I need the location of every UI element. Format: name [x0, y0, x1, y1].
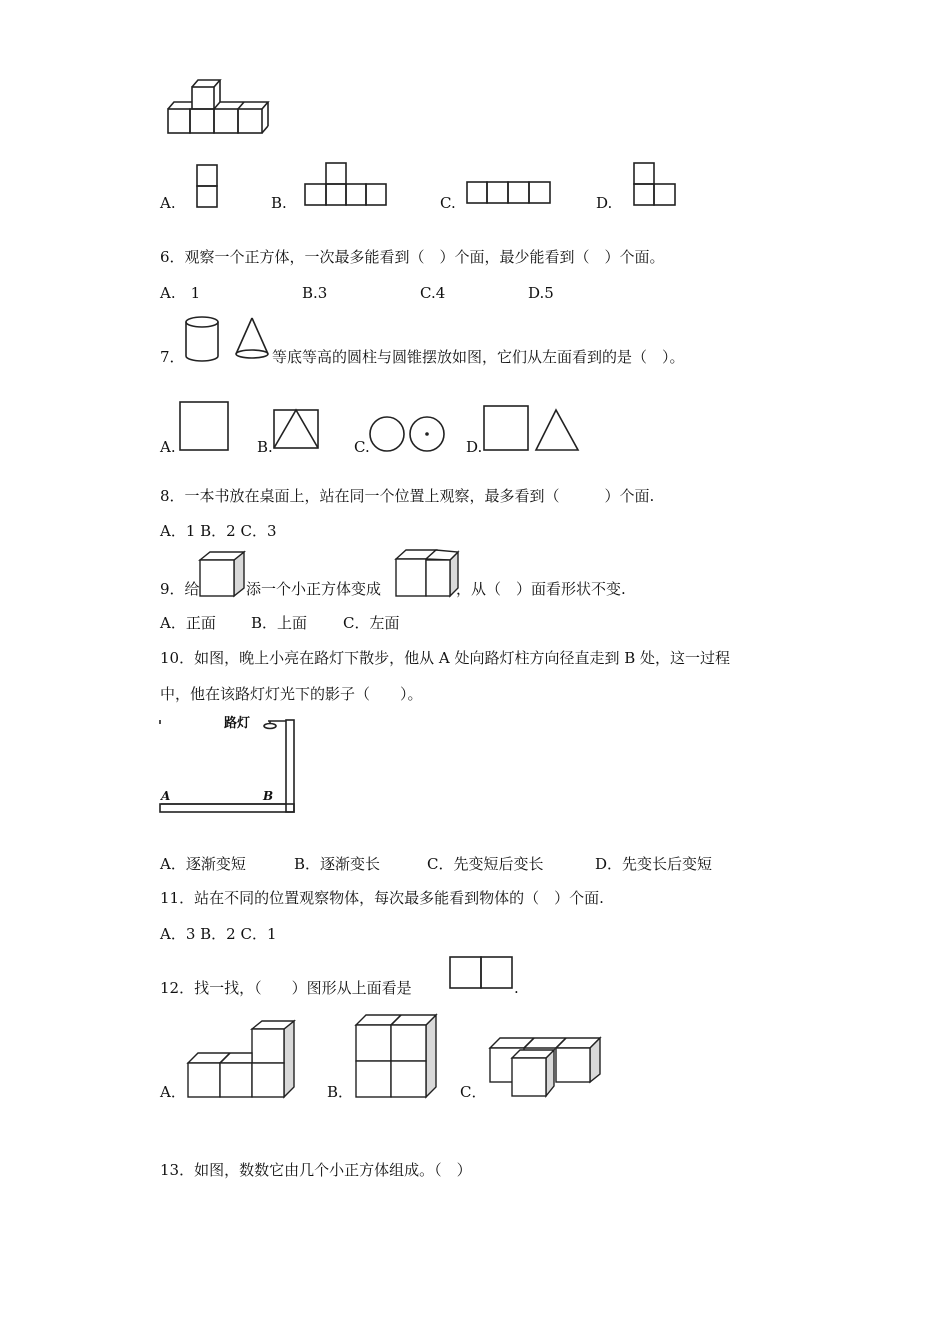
q12-option-b[interactable]: B． — [327, 1083, 354, 1101]
q7-number: 7． — [160, 348, 185, 366]
q6-stem: 6．观察一个正方体，一次最多能看到（ ）个面，最少能看到（ ）个面。 — [160, 248, 665, 266]
q10-option-c[interactable]: C．先变短后变长 — [427, 855, 544, 873]
q10-line2: 中，他在该路灯灯光下的影子（ ）。 — [160, 685, 423, 703]
q7-option-b-figure — [272, 408, 322, 450]
q9-part1: 9．给 — [160, 580, 200, 598]
street-lamp-label: 路灯 — [224, 716, 251, 731]
q8-stem: 8．一本书放在桌面上，站在同一个位置上观察，最多看到（ ）个面. — [160, 487, 655, 505]
q7-option-a-figure — [178, 400, 230, 452]
q7-option-b[interactable]: B. — [257, 438, 273, 456]
q5-option-b-figure — [304, 162, 390, 208]
q9-part3: ，从（ ）面看形状不变. — [456, 580, 626, 598]
q5-cube-stack-figure — [160, 74, 280, 138]
q7-option-d[interactable]: D. — [466, 438, 483, 456]
q6-option-b[interactable]: B.3 — [302, 284, 328, 302]
q7-option-c-figure — [368, 415, 448, 455]
cylinder-cone-figure — [184, 314, 274, 364]
q12-option-a-figure — [186, 1019, 298, 1099]
q7-option-a[interactable]: A. — [160, 438, 176, 456]
q7-option-d-figure — [482, 404, 584, 452]
street-lamp-figure — [158, 716, 304, 818]
q10-option-a[interactable]: A．逐渐变短 — [160, 855, 246, 873]
q5-option-a[interactable]: A. — [160, 194, 176, 212]
q5-option-d-figure — [633, 162, 679, 208]
q5-option-d[interactable]: D. — [596, 194, 613, 212]
q10-line1: 10．如图，晚上小亮在路灯下散步，他从 A 处向路灯柱方向径直走到 B 处，这一过程 — [160, 649, 731, 667]
q9-option-b[interactable]: B．上面 — [251, 614, 308, 632]
point-a-label: A — [161, 789, 171, 803]
q9-option-c[interactable]: C．左面 — [343, 614, 400, 632]
q5-option-a-figure — [196, 164, 220, 210]
q6-option-d[interactable]: D.5 — [528, 284, 554, 302]
q13-stem: 13．如图，数数它由几个小正方体组成。（ ） — [160, 1161, 472, 1179]
q9-result-figure — [394, 548, 460, 598]
q10-option-d[interactable]: D．先变长后变短 — [595, 855, 713, 873]
q12-stem: 12．找一找，（ ）图形从上面看是 — [160, 979, 412, 997]
q12-option-c[interactable]: C． — [460, 1083, 487, 1101]
q6-option-c[interactable]: C.4 — [420, 284, 446, 302]
q12-option-a[interactable]: A． — [160, 1083, 186, 1101]
q11-stem: 11．站在不同的位置观察物体，每次最多能看到物体的（ ）个面. — [160, 889, 604, 907]
q6-option-a[interactable]: A. 1 — [160, 284, 201, 302]
q9-option-a[interactable]: A．正面 — [160, 614, 216, 632]
q10-option-b[interactable]: B．逐渐变长 — [294, 855, 381, 873]
q5-option-c-figure — [466, 181, 554, 207]
q5-option-b[interactable]: B. — [271, 194, 287, 212]
point-b-label: B — [263, 789, 274, 803]
q7-option-c[interactable]: C. — [354, 438, 370, 456]
q8-options[interactable]: A．1 B．2 C．3 — [160, 522, 277, 540]
q12-period: . — [514, 979, 519, 997]
q9-part2: 添一个小正方体变成 — [246, 580, 382, 598]
q12-option-c-figure — [488, 1034, 608, 1100]
q12-option-b-figure — [354, 1013, 440, 1099]
q7-stem: 等底等高的圆柱与圆锥摆放如图，它们从左面看到的是（ ）。 — [272, 348, 685, 366]
q9-single-cube-figure — [198, 550, 248, 598]
q12-top-view-figure — [448, 955, 514, 991]
q11-options[interactable]: A．3 B．2 C．1 — [160, 925, 277, 943]
q5-option-c[interactable]: C. — [440, 194, 456, 212]
